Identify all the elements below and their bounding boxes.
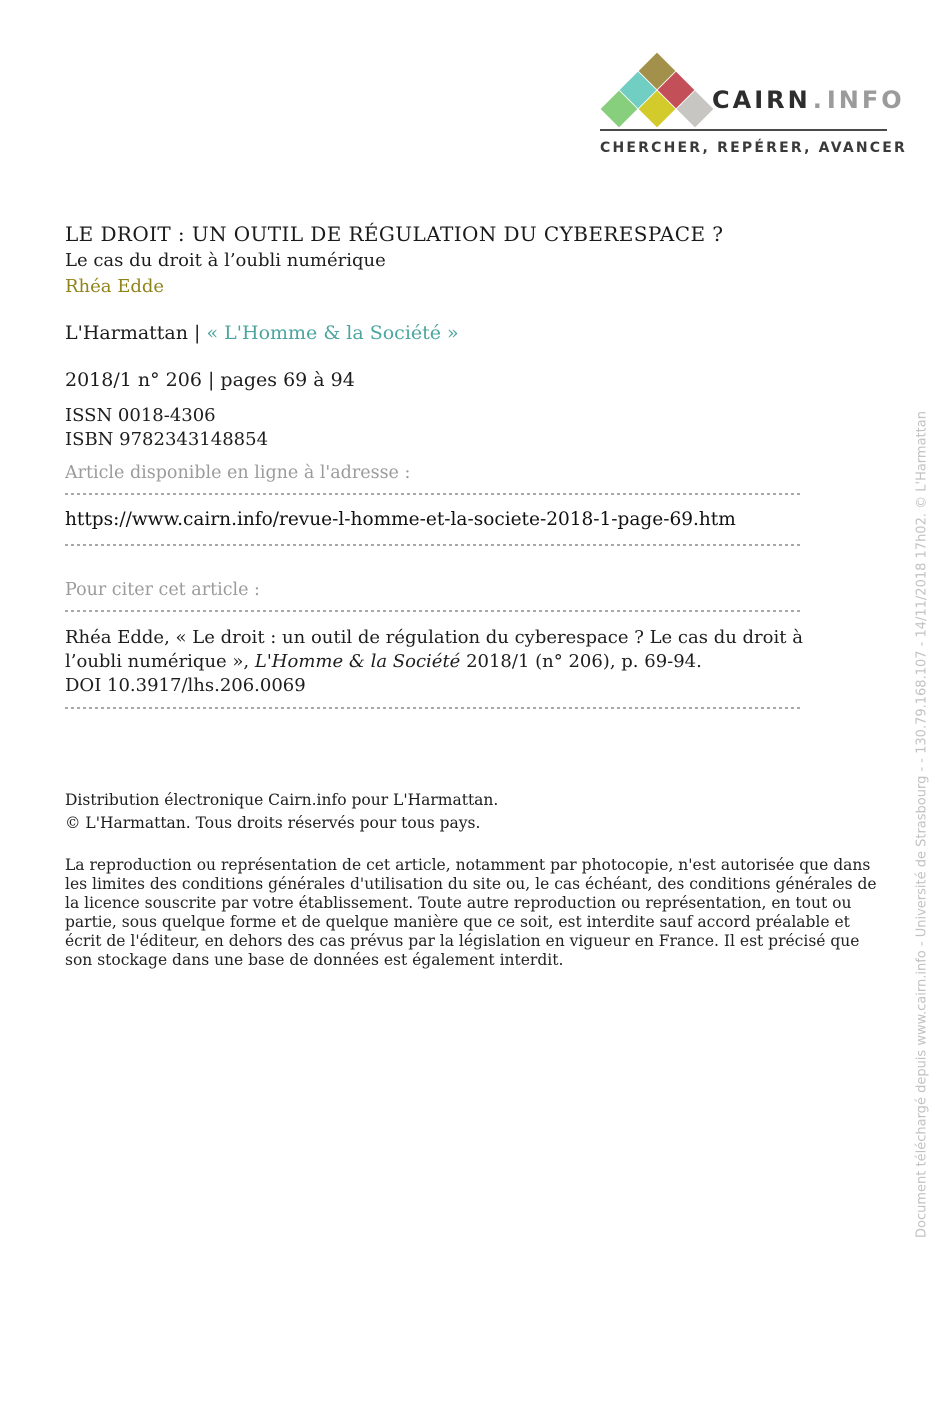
- issn-value: ISSN 0018-4306: [65, 405, 216, 426]
- publisher-line: [65, 322, 459, 344]
- distribution-block: [65, 789, 498, 835]
- dashed-separator: [65, 707, 800, 709]
- distribution-line2: © L'Harmattan. Tous droits réservés pour tous pays.: [65, 814, 481, 832]
- citation-text: [65, 626, 855, 698]
- identifiers: [65, 404, 268, 452]
- brand-info: INFO: [826, 86, 905, 114]
- brand-cairn: CAIRN: [712, 86, 811, 114]
- dashed-separator: [65, 610, 800, 612]
- dashed-separator: [65, 493, 800, 495]
- cairn-diamonds-icon: [600, 53, 715, 138]
- citation-label: Pour citer cet article :: [65, 580, 260, 600]
- legal-notice: La reproduction ou représentation de cet article, notamment par photocopie, n'est autorisée que dans les limites des conditions générales d'utilisation du site ou, le cas échéant, des conditions générales de la licence souscrite par votre établissement. Toute autre reproduction ou représentation, en tout ou partie, sous quelque forme et de quelque manière que ce soit, est interdite sauf accord préalable et écrit de l'éditeur, en dehors des cas prévus par la législation en vigueur en France. Il est précisé que son stockage dans une base de données est également interdit.: [65, 856, 877, 969]
- article-url-link[interactable]: https://www.cairn.info/revue-l-homme-et-la-societe-2018-1-page-69.htm: [65, 509, 736, 530]
- citation-part2: 2018/1 (n° 206), p. 69-94.: [460, 651, 702, 672]
- availability-label: Article disponible en ligne à l'adresse :: [65, 463, 411, 483]
- logo-divider: [600, 129, 887, 131]
- distribution-line1: Distribution électronique Cairn.info pour L'Harmattan.: [65, 791, 499, 809]
- citation-part1: Rhéa Edde, « Le droit : un outil de régulation du cyberespace ? Le cas du droit à l’oubli numérique »,: [65, 627, 803, 672]
- brand-dot: .: [812, 86, 825, 114]
- logo-tagline: CHERCHER, REPÉRER, AVANCER: [600, 140, 908, 156]
- citation-journal-italic: L'Homme & la Société: [254, 651, 461, 672]
- publisher-divider: |: [194, 322, 201, 344]
- publisher-name: L'Harmattan: [65, 322, 188, 344]
- author-link[interactable]: Rhéa Edde: [65, 276, 165, 297]
- download-watermark: Document téléchargé depuis www.cairn.info - Université de Strasbourg - - 130.79.168.107 - 14/11/2018 17h02. © L'Harmattan: [914, 411, 930, 1238]
- issue-info: 2018/1 n° 206 | pages 69 à 94: [65, 369, 355, 391]
- citation-doi: DOI 10.3917/lhs.206.0069: [65, 675, 306, 696]
- isbn-value: ISBN 9782343148854: [65, 429, 269, 450]
- journal-link[interactable]: « L'Homme & la Société »: [206, 322, 459, 344]
- cairn-wordmark: [712, 86, 905, 114]
- article-title: LE DROIT : UN OUTIL DE RÉGULATION DU CYBERESPACE ?: [65, 222, 724, 246]
- article-subtitle: Le cas du droit à l’oubli numérique: [65, 250, 386, 271]
- dashed-separator: [65, 544, 800, 546]
